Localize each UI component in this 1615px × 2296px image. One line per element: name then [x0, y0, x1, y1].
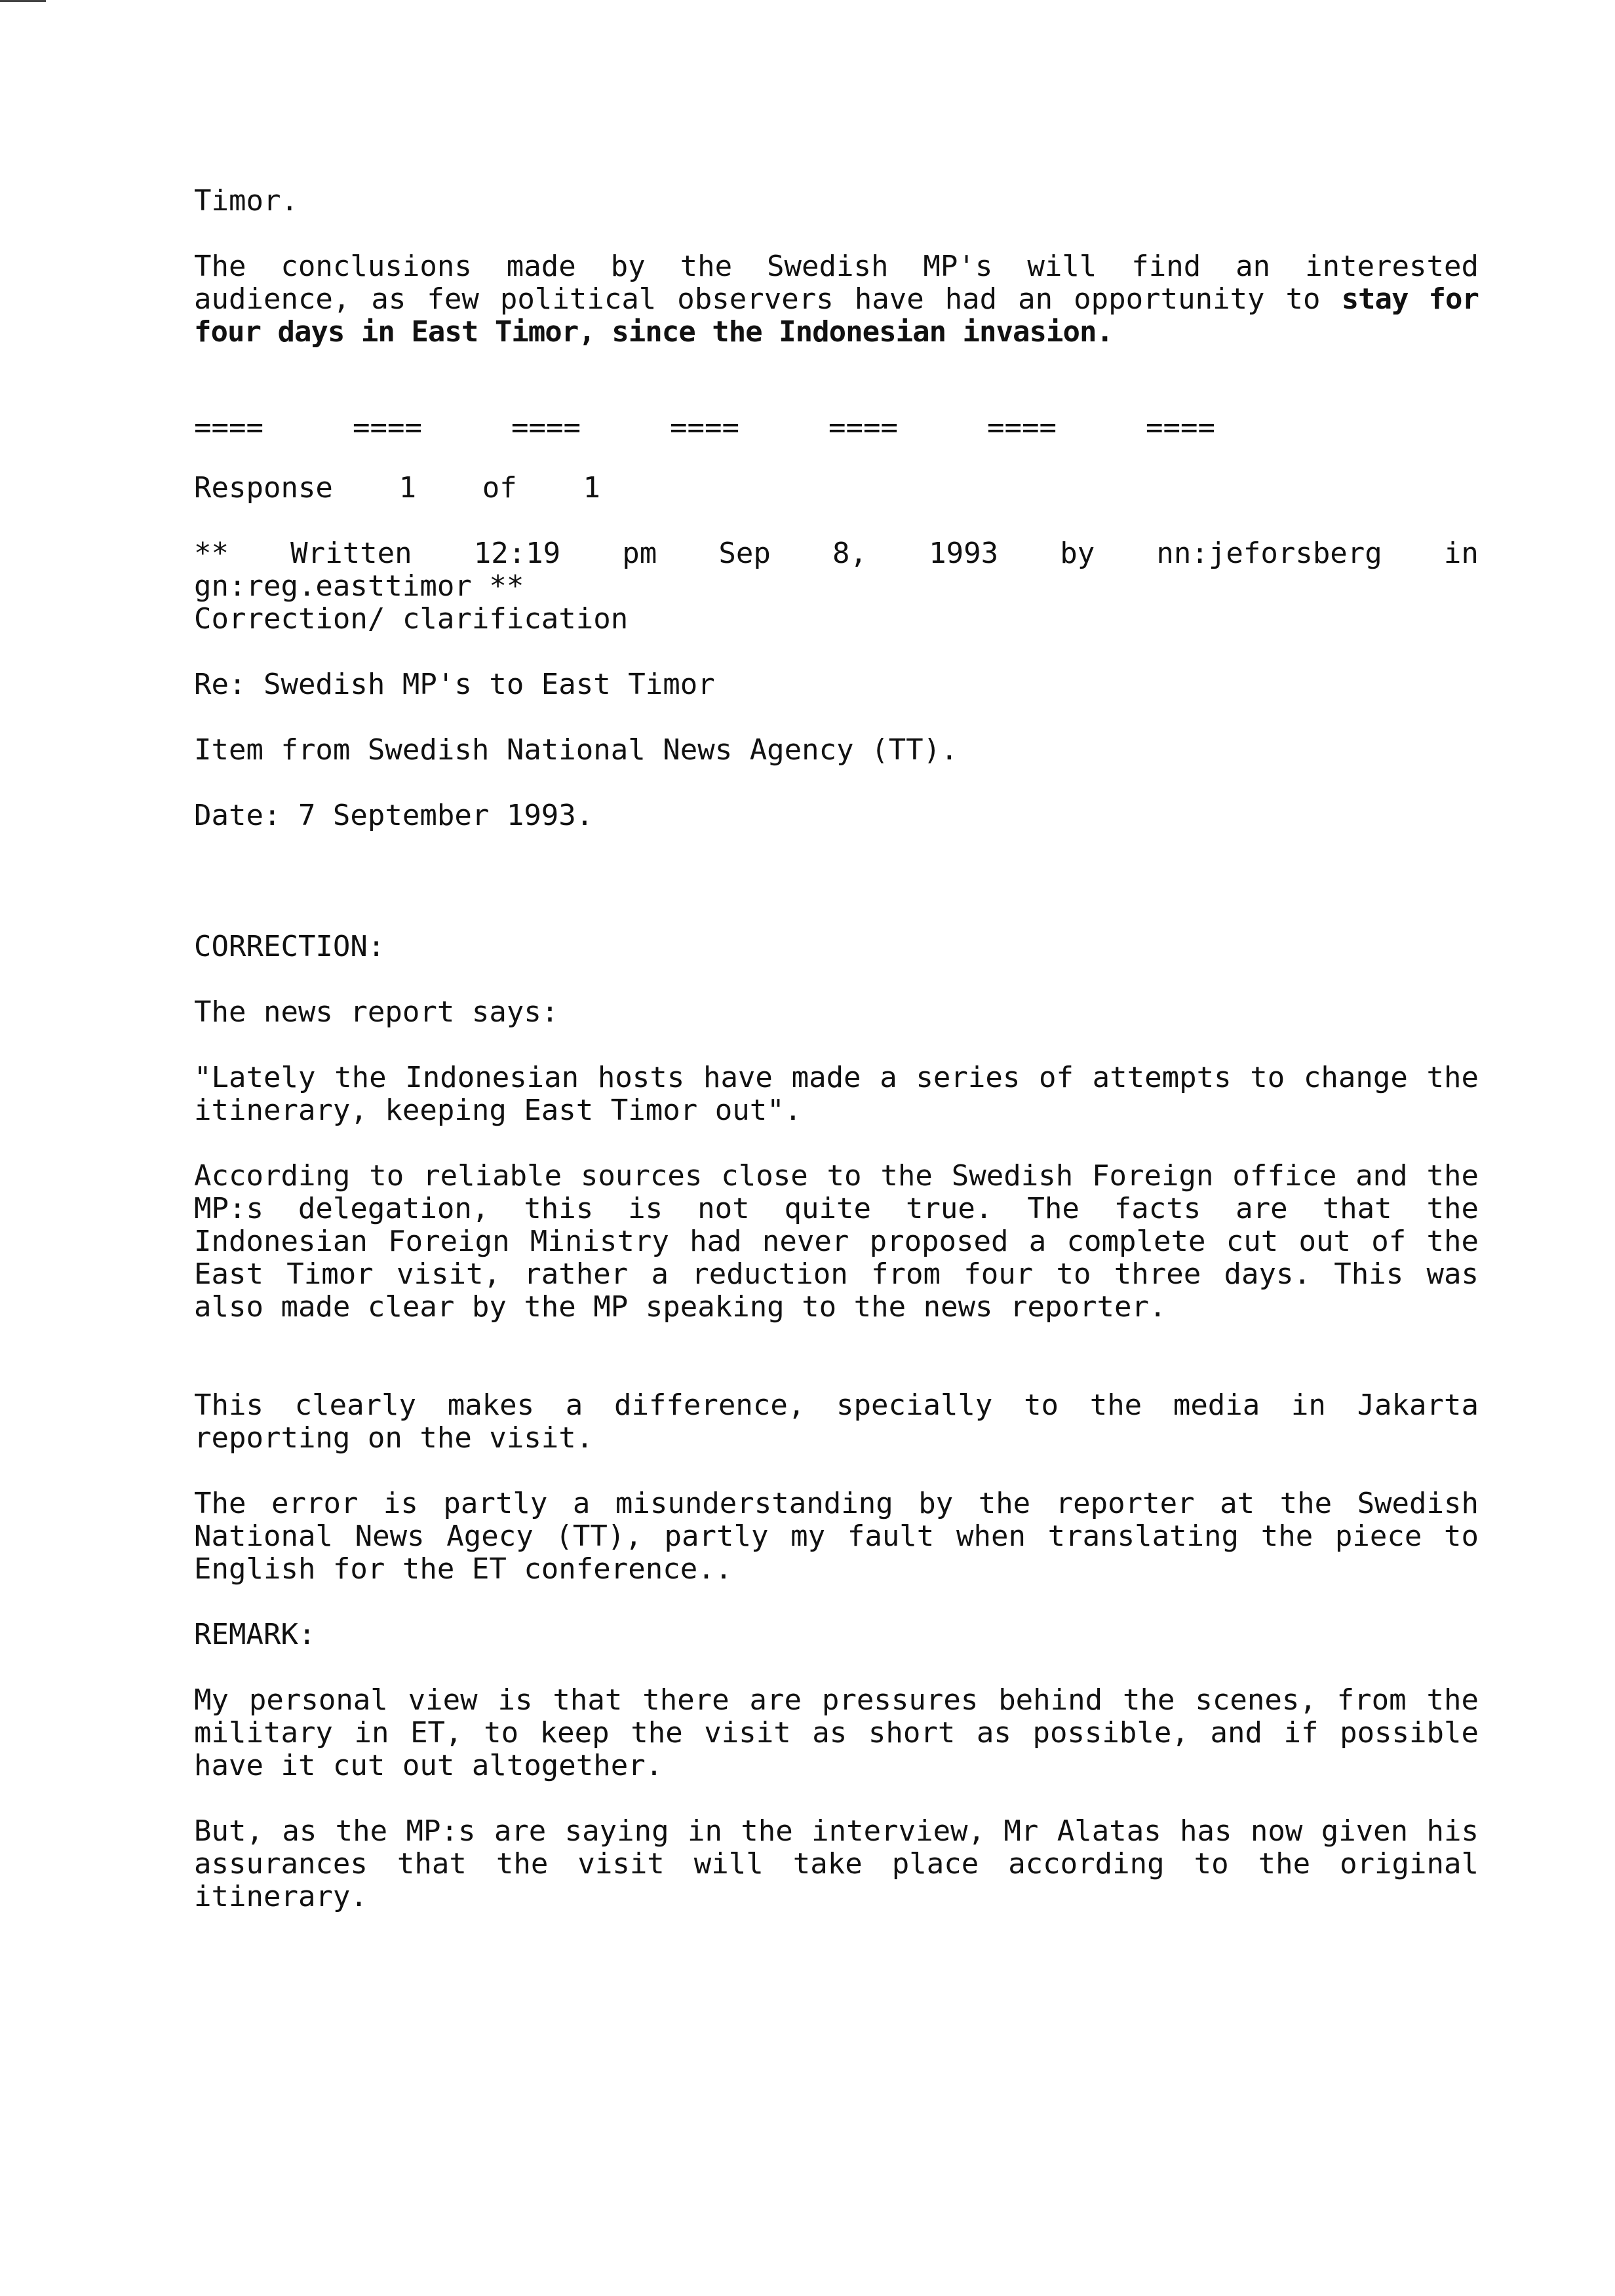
paragraph-difference: This clearly makes a difference, specially to the media in Jakarta reporting on the visit. — [194, 1388, 1496, 1455]
written-year: 1993 — [929, 537, 999, 570]
paragraph-alatas: But, as the MP:s are saying in the interview, Mr Alatas has now given his assurances that the visit will take place according to the original itinerary. — [194, 1814, 1496, 1913]
response-total: 1 — [583, 471, 600, 505]
remark-heading: REMARK: — [194, 1618, 316, 1651]
news-report-says: The news report says: — [194, 995, 559, 1029]
conclusions-bold-text: stay for four days in East Timor, since the Indonesian invasion. — [194, 282, 1496, 349]
conclusions-text: The conclusions made by the Swedish MP's will find an interested audience, as few political observers have had an opportunity to — [194, 250, 1496, 316]
written-ampm: pm — [622, 537, 657, 570]
separator: ==== — [1146, 411, 1215, 444]
written-subject: Correction/ clarification — [194, 602, 629, 636]
written-conference: gn:reg.easttimor ** — [194, 569, 524, 603]
paragraph-reliable-sources: According to reliable sources close to the Swedish Foreign office and the MP:s delegation, this is not quite true. The facts are that the Indonesian Foreign Ministry had never proposed a complete cut out of the East Timor visit, rather a reduction from four to three days. This was also made clear by the MP speaking to the news reporter. — [194, 1159, 1496, 1324]
response-of: of — [482, 471, 517, 505]
separator: ==== — [353, 411, 422, 444]
written-time: 12:19 — [473, 537, 561, 570]
separator: ==== — [987, 411, 1057, 444]
response-line — [194, 472, 600, 505]
date-line: Date: 7 September 1993. — [194, 799, 594, 832]
written-author: nn:jeforsberg — [1156, 537, 1382, 570]
correction-heading: CORRECTION: — [194, 930, 385, 963]
paragraph-conclusions — [194, 250, 1496, 349]
line-timor: Timor. — [194, 184, 298, 218]
paragraph-personal-view: My personal view is that there are pressures behind the scenes, from the military in ET, to keep the visit as short as possible, and if possible have it cut out altogether. — [194, 1683, 1496, 1782]
response-label: Response — [194, 471, 333, 505]
response-number: 1 — [399, 471, 417, 505]
written-day: 8, — [832, 537, 868, 570]
scan-edge-mark — [0, 0, 46, 2]
written-in: in — [1443, 537, 1479, 570]
item-line: Item from Swedish National News Agency (TT). — [194, 733, 958, 767]
separator: ==== — [194, 411, 263, 444]
quote-paragraph: "Lately the Indonesian hosts have made a series of attempts to change the itinerary, keeping East Timor out". — [194, 1061, 1496, 1127]
re-line: Re: Swedish MP's to East Timor — [194, 668, 715, 701]
separator: ==== — [828, 411, 898, 444]
separator: ==== — [511, 411, 581, 444]
written-label: Written — [290, 537, 412, 570]
separator: ==== — [670, 411, 739, 444]
written-by: by — [1060, 537, 1095, 570]
written-line — [194, 537, 1479, 570]
written-month: Sep — [718, 537, 771, 570]
paragraph-error: The error is partly a misunderstanding by the reporter at the Swedish National News Agecy (TT), partly my fault when translating the piece to English for the ET conference.. — [194, 1487, 1496, 1586]
written-stars: ** — [194, 537, 229, 570]
separator-row — [194, 411, 1243, 444]
